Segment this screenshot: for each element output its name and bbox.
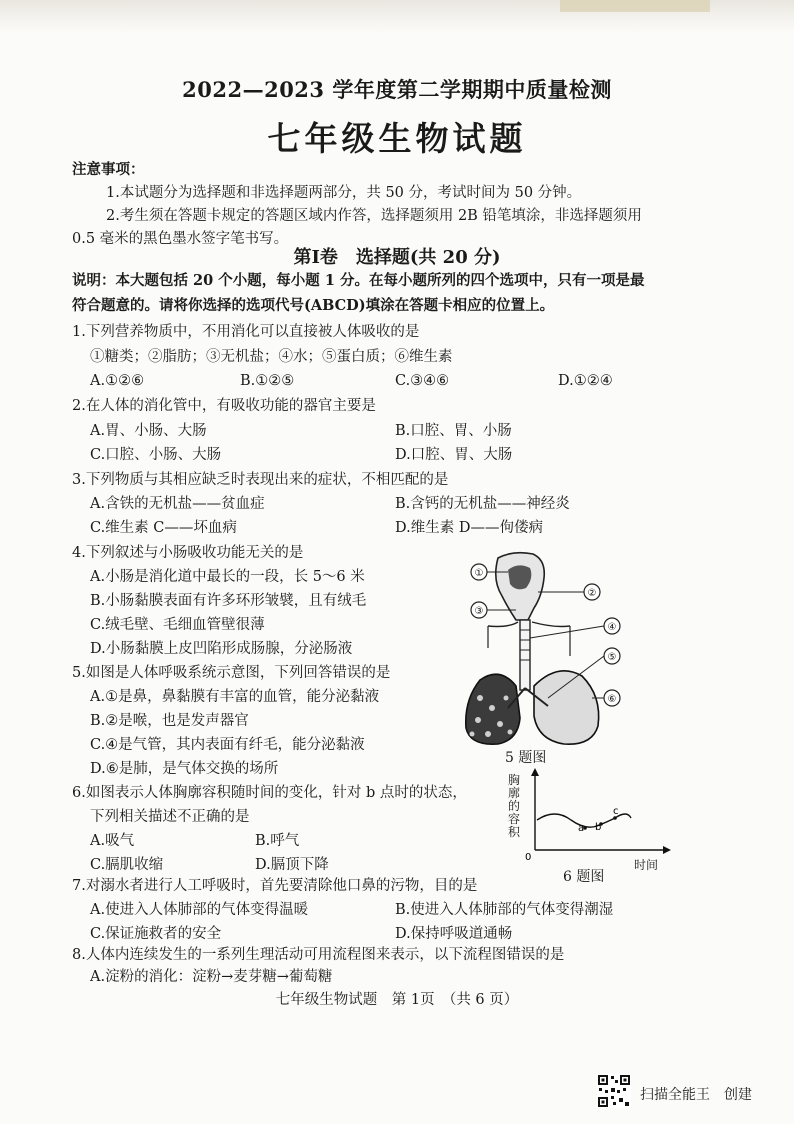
section-desc-line-2: 符合题意的。请将你选择的选项代号(ABCD)填涂在答题卡相应的位置上。 (72, 297, 555, 314)
q2-option-a: A.胃、小肠、大肠 (90, 423, 207, 439)
exam-title: 2022—2023 学年度第二学期期中质量检测 (182, 77, 612, 102)
q7-option-a: A.使进入人体肺部的气体变得温暖 (90, 902, 309, 918)
q1-stem: 1.下列营养物质中，不用消化可以直接被人体吸收的是 (72, 324, 420, 340)
q2-option-b: B.口腔、胃、小肠 (395, 423, 512, 439)
q6-option-c: C.膈肌收缩 (90, 857, 164, 873)
q6-stem-line-1: 6.如图表示人体胸廓容积随时间的变化，针对 b 点时的状态， (72, 785, 467, 801)
q4-option-a: A.小肠是消化道中最长的一段，长 5～6 米 (90, 569, 365, 585)
q3-stem: 3.下列物质与其相应缺乏时表现出来的症状，不相匹配的是 (72, 472, 449, 488)
notes-heading: 注意事项： (72, 161, 145, 178)
q5-stem: 5.如图是人体呼吸系统示意图，下列回答错误的是 (72, 665, 391, 681)
notes-item-2-line-2: 0.5 毫米的黑色墨水签字笔书写。 (72, 231, 289, 247)
label-4: ④ (607, 622, 617, 633)
q7-option-c: C.保证施救者的安全 (90, 926, 222, 942)
right-lung-shape (534, 671, 599, 744)
tape-mark (560, 0, 710, 12)
q3-option-c: C.维生素 C——坏血病 (90, 520, 237, 536)
point-b-label: b (595, 822, 602, 833)
page-footer: 七年级生物试题 第 1页 （共 6 页） (275, 992, 519, 1008)
label-1: ① (474, 568, 484, 579)
y-axis-arrow (531, 768, 539, 776)
q4-option-c: C.绒毛壁、毛细血管壁很薄 (90, 617, 265, 633)
label-2: ② (587, 588, 597, 599)
figure-5-caption: 5 题图 (505, 750, 547, 766)
q6-stem-line-2: 下列相关描述不正确的是 (90, 809, 250, 825)
q1-items: ①糖类；②脂肪；③无机盐；④水；⑤蛋白质；⑥维生素 (90, 349, 453, 365)
q6-option-d: D.膈顶下降 (255, 857, 329, 873)
q1-option-d: D.①②④ (558, 373, 613, 389)
scanner-watermark: 扫描全能王 创建 (640, 1087, 752, 1103)
q3-option-d: D.维生素 D——佝偻病 (395, 520, 543, 536)
q2-option-c: C.口腔、小肠、大肠 (90, 447, 222, 463)
label-3: ③ (474, 606, 484, 617)
exam-subtitle: 七年级生物试题 (267, 119, 527, 158)
notes-item-2-line-1: 2.考生须在答题卡规定的答题区域内作答，选择题须用 2B 铅笔填涂，非选择题须用 (106, 208, 642, 224)
q4-option-b: B.小肠黏膜表面有许多环形皱襞，且有绒毛 (90, 593, 367, 609)
chest-volume-xlabel: 时间 (634, 858, 659, 872)
qr-code-icon (597, 1074, 631, 1108)
q5-option-c: C.④是气管，其内表面有纤毛，能分泌黏液 (90, 737, 365, 753)
q2-option-d: D.口腔、胃、大肠 (395, 447, 513, 463)
q7-stem: 7.对溺水者进行人工呼吸时，首先要清除他口鼻的污物，目的是 (72, 878, 478, 894)
q8-option-a: A.淀粉的消化：淀粉→麦芽糖→葡萄糖 (90, 969, 333, 985)
q5-option-b: B.②是喉，也是发声器官 (90, 713, 249, 729)
q1-option-c: C.③④⑥ (395, 373, 450, 389)
point-c-label: c (613, 806, 619, 817)
q2-stem: 2.在人体的消化管中，有吸收功能的器官主要是 (72, 398, 376, 414)
section-desc-line-1: 说明：本大题包括 20 个小题，每小题 1 分。在每小题所列的四个选项中，只有一项是最 (72, 272, 645, 289)
q7-option-d: D.保持呼吸道通畅 (395, 926, 513, 942)
q4-option-d: D.小肠黏膜上皮凹陷形成肠腺，分泌肠液 (90, 641, 353, 657)
label-6: ⑥ (607, 694, 617, 705)
notes-item-1: 1.本试题分为选择题和非选择题两部分，共 50 分，考试时间为 50 分钟。 (106, 185, 582, 201)
q6-option-a: A.吸气 (90, 833, 135, 849)
x-axis-arrow (663, 846, 671, 854)
q1-option-a: A.①②⑥ (90, 373, 145, 389)
respiratory-system-diagram (458, 548, 638, 748)
chest-volume-ylabel: 胸廓的容积 (508, 773, 521, 839)
chest-volume-graph (505, 768, 675, 868)
q1-option-b: B.①②⑤ (240, 373, 295, 389)
point-a-label: a (578, 823, 585, 834)
origin-label: 0 (525, 852, 532, 863)
section-title: 第Ⅰ卷 选择题(共 20 分) (293, 247, 501, 268)
q3-option-b: B.含钙的无机盐——神经炎 (395, 496, 570, 512)
q5-option-a: A.①是鼻，鼻黏膜有丰富的血管，能分泌黏液 (90, 689, 380, 705)
q6-option-b: B.呼气 (255, 833, 300, 849)
label-5: ⑤ (607, 652, 617, 663)
q3-option-a: A.含铁的无机盐——贫血症 (90, 496, 265, 512)
q8-stem: 8.人体内连续发生的一系列生理活动可用流程图来表示，以下流程图错误的是 (72, 947, 565, 963)
figure-6-caption: 6 题图 (563, 869, 605, 885)
q4-stem: 4.下列叙述与小肠吸收功能无关的是 (72, 545, 304, 561)
q7-option-b: B.使进入人体肺部的气体变得潮湿 (395, 902, 614, 918)
q5-option-d: D.⑥是肺，是气体交换的场所 (90, 761, 279, 777)
